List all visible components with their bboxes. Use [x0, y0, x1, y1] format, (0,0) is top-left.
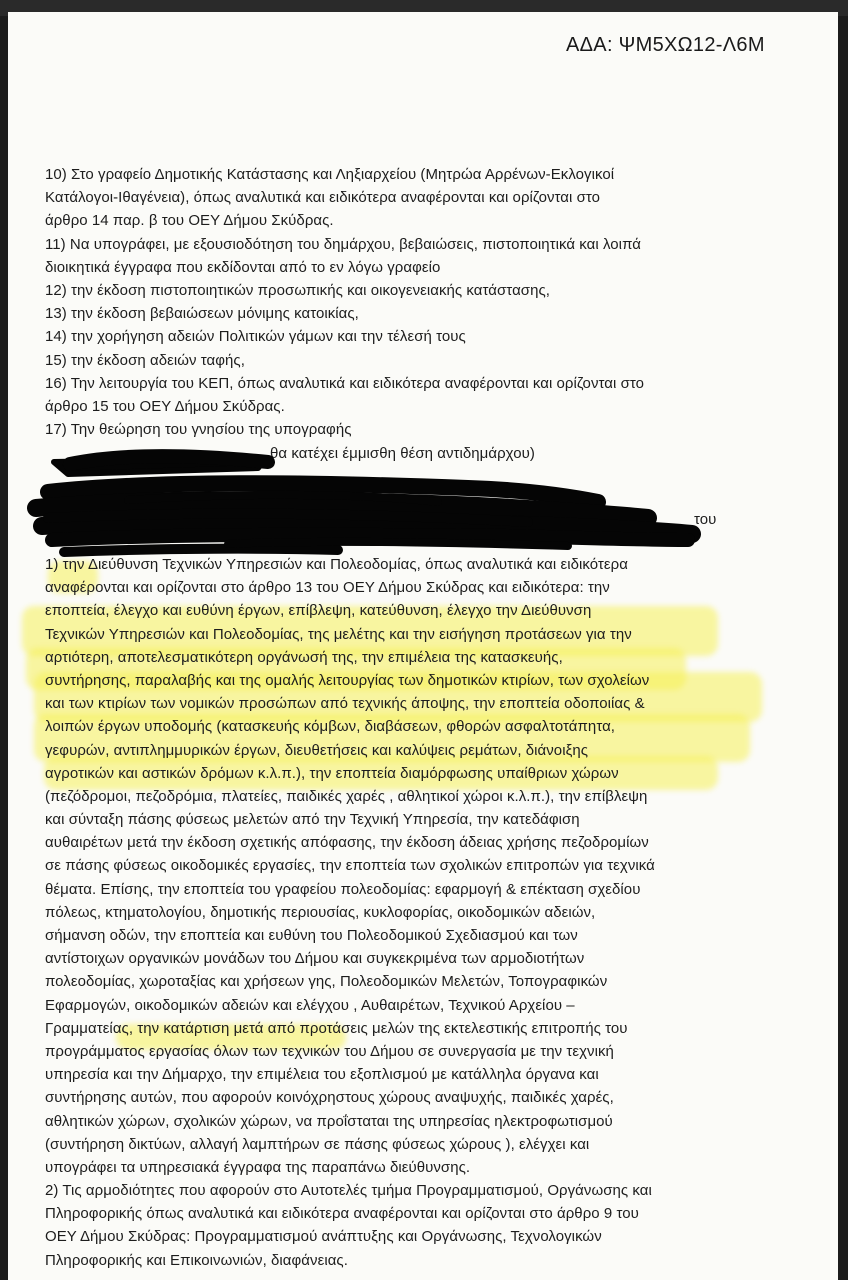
text-line: ΟΕΥ Δήμου Σκύδρας: Προγραμματισμού ανάπτυξης και Οργάνωσης, Τεχνολογικών	[45, 1228, 602, 1246]
text-line: συντήρησης αυτών, που αφορούν κοινόχρηστους χώρους αναψυχής, παιδικές χαρές,	[45, 1089, 614, 1107]
text-line: αγροτικών και αστικών δρόμων κ.λ.π.), την εποπτεία διαμόρφωσης υπαίθριων χώρων	[45, 764, 619, 782]
text-line: υπογράφει τα υπηρεσιακά έγγραφα της παραπάνω διεύθυνσης.	[45, 1158, 471, 1176]
text-line: 1) την Διεύθυνση Τεχνικών Υπηρεσιών και Πολεοδομίας, όπως αναλυτικά και ειδικότερα	[45, 556, 628, 573]
text-line: 2) Τις αρμοδιότητες που αφορούν στο Αυτοτελές τμήμα Προγραμματισμού, Οργάνωσης και	[45, 1182, 652, 1200]
text-line: 10) Στο γραφείο Δημοτικής Κατάστασης και Ληξιαρχείου (Μητρώα Αρρένων-Εκλογικοί	[45, 166, 615, 183]
text-line: άρθρο 15 του ΟΕΥ Δήμου Σκύδρας.	[45, 397, 285, 415]
text-line: (συντήρηση δικτύων, αλλαγή λαμπτήρων σε πάσης φύσεως χώρους ), ελέγχει και	[45, 1135, 590, 1153]
text-line: 17) Την θεώρηση του γνησίου της υπογραφής	[45, 421, 352, 439]
text-line: αναφέρονται και ορίζονται στο άρθρο 13 του ΟΕΥ Δήμου Σκύδρας και ειδικότερα: την	[45, 579, 610, 597]
text-line: και σύνταξη πάσης φύσεως μελετών από την Τεχνική Υπηρεσία, την κατεδάφιση	[45, 811, 580, 829]
text-line: Γραμματείας, την κατάρτιση μετά από προτάσεις μελών της εκτελεστικής επιτροπής του	[45, 1019, 628, 1037]
text-line: άρθρο 14 παρ. β του ΟΕΥ Δήμου Σκύδρας.	[45, 212, 334, 230]
text-line: διοικητικά έγγραφα που εκδίδονται από το εν λόγω γραφείο	[45, 258, 441, 276]
text-line: και των κτιρίων των νομικών προσώπων από τεχνικής άποψης, την εποπτεία οδοποιίας &	[45, 695, 645, 713]
text-line: 14) την χορήγηση αδειών Πολιτικών γάμων και την τέλεσή τους	[45, 328, 466, 346]
text-line: αυθαιρέτων μετά την έκδοση σχετικής απόφασης, την έκδοση άδειας χρήσης πεζοδρομίων	[45, 834, 649, 852]
text-line: γεφυρών, αντιπλημμυρικών έργων, διευθετήσεις και καλύψεις ρεμάτων, διάνοιξης	[45, 741, 589, 759]
text-line: σε πάσης φύσεως οικοδομικές εργασίες, την εποπτεία των σχολικών επιτροπών για τεχνικά	[45, 857, 655, 875]
text-line: 13) την έκδοση βεβαιώσεων μόνιμης κατοικίας,	[45, 305, 359, 323]
partial-fragment: του	[694, 511, 717, 528]
text-line: αθλητικών χώρων, σχολικών χώρων, να προΐσταται της υπηρεσίας ηλεκτροφωτισμού	[45, 1112, 613, 1130]
text-line: πολεοδομίας, χωροταξίας και χρήσεων γης, Πολεοδομικών Μελετών, Τοπογραφικών	[45, 973, 608, 991]
text-line: εποπτεία, έλεγχο και ευθύνη έργων, επίβλεψη, κατεύθυνση, έλεγχο την Διεύθυνση	[45, 602, 592, 620]
duties-list-part-2	[45, 553, 655, 1272]
redaction-scribble	[8, 422, 838, 582]
text-line: 11) Να υπογράφει, με εξουσιοδότηση του δημάρχου, βεβαιώσεις, πιστοποιητικά και λοιπά	[45, 235, 641, 253]
duties-list-part-1	[45, 163, 644, 441]
text-line: λοιπών έργων υποδομής (κατασκευής κόμβων, διαβάσεων, φθορών ασφαλτοτάπητα,	[45, 718, 616, 736]
text-line: Εφαρμογών, οικοδομικών αδειών και ελέγχου , Αυθαιρέτων, Τεχνικού Αρχείου –	[45, 996, 575, 1014]
text-line: 12) την έκδοση πιστοποιητικών προσωπικής και οικογενειακής κατάστασης,	[45, 281, 550, 299]
text-line: 16) Την λειτουργία του ΚΕΠ, όπως αναλυτικά και ειδικότερα αναφέρονται και ορίζονται στο	[45, 374, 645, 392]
text-line: αρτιότερη, αποτελεσματικότερη οργάνωσή της, την επιμέλεια της κατασκευής,	[45, 648, 563, 666]
text-line: Κατάλογοι-Ιθαγένεια), όπως αναλυτικά και ειδικότερα αναφέρονται και ορίζονται στο	[45, 189, 601, 207]
text-line: Πληροφορικής και Επικοινωνιών, διαφάνειας.	[45, 1251, 348, 1269]
text-line: αντίστοιχων οργανικών μονάδων του Δήμου και συγκεκριμένα των αρμοδιοτήτων	[45, 950, 585, 968]
text-line: προγράμματος εργασίας όλων των τεχνικών του Δήμου σε συνεργασία με την τεχνική	[45, 1042, 614, 1060]
partial-line: θα κατέχει έμμισθη θέση αντιδημάρχου)	[270, 445, 535, 462]
text-line: Πληροφορικής όπως αναλυτικά και ειδικότερα αναφέρονται και ορίζονται στο άρθρο 9 του	[45, 1205, 639, 1223]
text-line: 15) την έκδοση αδειών ταφής,	[45, 351, 245, 369]
document-page	[8, 12, 838, 1280]
text-line: (πεζόδρομοι, πεζοδρόμια, πλατείες, παιδικές χαρές , αθλητικοί χώροι κ.λ.π.), την επίβλεψη	[45, 787, 648, 805]
text-line: συντήρησης, παραλαβής και της ομαλής λειτουργίας των δημοτικών κτιρίων, των σχολείων	[45, 671, 650, 689]
ada-code: ΑΔΑ: ΨΜ5ΧΩ12-Λ6Μ	[566, 34, 765, 56]
text-line: θέματα. Επίσης, την εποπτεία του γραφείου πολεοδομίας: εφαρμογή & επέκταση σχεδίου	[45, 880, 641, 898]
text-line: σήμανση οδών, την εποπτεία και ευθύνη του Πολεοδομικού Σχεδιασμού και των	[45, 927, 578, 944]
text-line: υπηρεσία και την Δήμαρχο, την επιμέλεια του εξοπλισμού με κατάλληλα όργανα και	[45, 1066, 599, 1084]
text-line: πόλεως, κτηματολογίου, δημοτικής περιουσίας, κυκλοφορίας, οικοδομικών αδειών,	[45, 903, 596, 921]
text-line: Τεχνικών Υπηρεσιών και Πολεοδομίας, της μελέτης και την εισήγηση προτάσεων για την	[45, 625, 632, 643]
